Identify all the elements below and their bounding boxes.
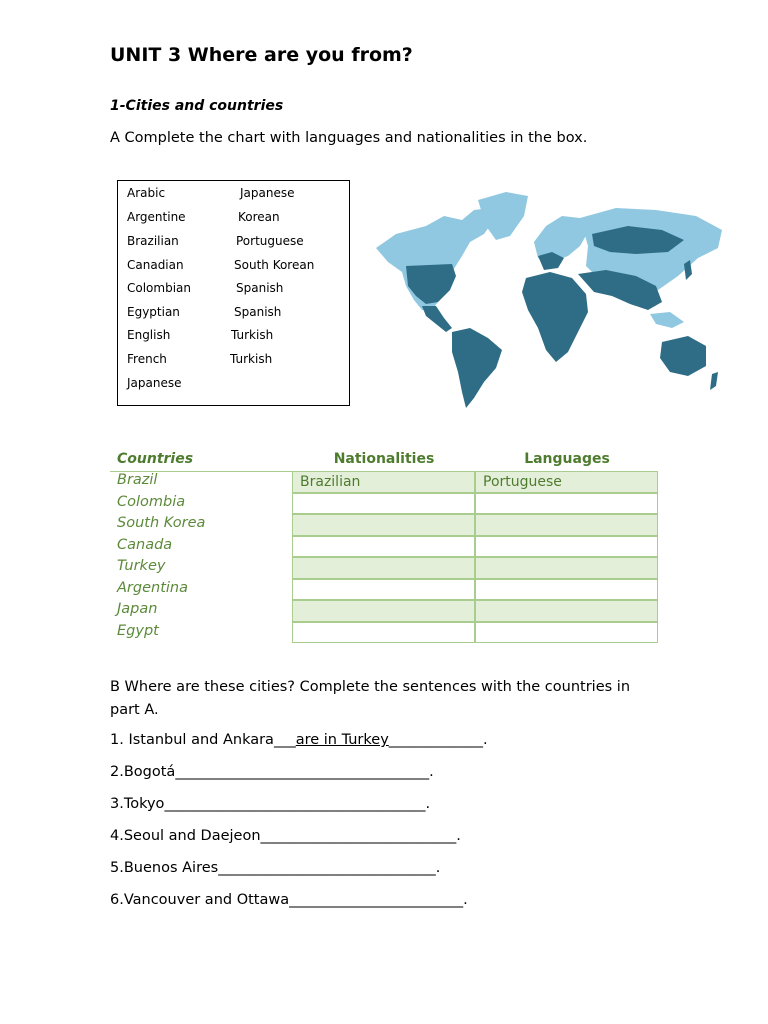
country-cell: South Korea <box>117 515 206 531</box>
word-box-item: Japanese <box>127 376 182 390</box>
sentence-end: . <box>435 860 441 876</box>
nationality-cell[interactable] <box>292 536 475 558</box>
chart-header-nationalities: Nationalities <box>333 451 435 467</box>
sentence-3 <box>110 796 430 812</box>
sentence-end: . <box>463 892 468 908</box>
sentence-1 <box>110 732 488 748</box>
sentence-end: . <box>456 828 461 844</box>
instruction-a: A Complete the chart with languages and nationalities in the box. <box>110 130 588 146</box>
word-box-item: South Korean <box>234 258 315 272</box>
blank-line[interactable]: ___________________________________ <box>175 764 430 780</box>
sentence-prefix: 2.Bogotá <box>110 764 176 780</box>
map-greenland <box>478 192 528 240</box>
sentence-end: . <box>429 764 434 780</box>
sentence-prefix: 3.Tokyo <box>110 796 165 812</box>
blank-line[interactable]: ________________________ <box>289 892 464 908</box>
word-box-item: English <box>127 328 171 342</box>
table-row <box>110 536 658 558</box>
table-row <box>110 579 658 601</box>
nationality-cell[interactable] <box>292 557 475 579</box>
language-cell[interactable]: Portuguese <box>475 471 658 493</box>
blank-line[interactable]: _____________ <box>388 732 484 748</box>
sentence-prefix: 4.Seoul and Daejeon <box>110 828 261 844</box>
sentence-4 <box>110 828 461 844</box>
sentence-6 <box>110 892 468 908</box>
sentence-prefix: 5.Buenos Aires <box>110 860 219 876</box>
word-box-item: Argentine <box>127 210 186 224</box>
sentence-end: . <box>425 796 431 812</box>
instruction-b: B Where are these cities? Complete the sentences with the countries in part A. <box>110 679 631 718</box>
blank-line[interactable]: ___________________________ <box>260 828 457 844</box>
word-box-item: Colombian <box>127 281 191 295</box>
nationality-cell[interactable] <box>292 493 475 515</box>
language-cell[interactable] <box>475 622 658 644</box>
chart-header-countries: Countries <box>117 451 194 467</box>
world-map-image <box>366 186 726 410</box>
word-box-item: Portuguese <box>236 234 304 248</box>
table-row <box>110 557 658 579</box>
table-row <box>110 493 658 515</box>
map-africa <box>522 272 588 362</box>
language-cell[interactable] <box>475 600 658 622</box>
language-cell[interactable] <box>475 579 658 601</box>
nationality-cell[interactable] <box>292 600 475 622</box>
sentence-prefix: 6.Vancouver and Ottawa <box>110 892 290 908</box>
word-box-item: Brazilian <box>127 234 179 248</box>
map-southeast-asia <box>650 312 684 328</box>
nationality-cell[interactable]: Brazilian <box>292 471 475 493</box>
language-cell[interactable] <box>475 514 658 536</box>
sentence-5 <box>110 860 440 876</box>
map-australia <box>660 336 706 376</box>
table-row <box>110 471 658 493</box>
country-cell: Brazil <box>117 472 158 488</box>
chart-header-languages: Languages <box>524 451 610 467</box>
country-cell: Argentina <box>117 579 188 596</box>
language-cell[interactable] <box>475 536 658 558</box>
country-cell: Turkey <box>117 558 166 574</box>
word-box-item: Canadian <box>127 258 184 272</box>
country-cell: Japan <box>117 601 158 617</box>
word-box-item: Japanese <box>240 186 295 200</box>
blank-line: ___ <box>273 732 296 748</box>
country-cell: Colombia <box>117 493 186 510</box>
word-box-item: Korean <box>238 210 280 224</box>
nationality-cell[interactable] <box>292 514 475 536</box>
word-box-item: Egyptian <box>127 305 180 319</box>
language-cell[interactable] <box>475 557 658 579</box>
country-cell: Canada <box>117 536 173 553</box>
word-box <box>117 180 350 406</box>
language-cell[interactable] <box>475 493 658 515</box>
word-box-item: Turkish <box>231 328 274 342</box>
word-box-item: Turkish <box>230 352 273 366</box>
sentence-2 <box>110 764 434 780</box>
nationality-cell[interactable] <box>292 579 475 601</box>
table-row <box>110 514 658 536</box>
table-row <box>110 622 658 644</box>
sentence-end: . <box>483 732 488 748</box>
map-south-america <box>452 328 502 408</box>
sentence-prefix: 1. Istanbul and Ankara <box>110 732 274 748</box>
word-box-item: Spanish <box>234 305 282 319</box>
table-row <box>110 600 658 622</box>
map-central-america <box>422 306 452 332</box>
country-cell: Egypt <box>117 622 159 639</box>
word-box-item: Arabic <box>127 186 166 200</box>
page-title: UNIT 3 Where are you from? <box>110 44 413 66</box>
word-box-item: French <box>127 352 167 366</box>
blank-line[interactable]: ______________________________ <box>218 860 436 876</box>
map-new-zealand <box>710 372 718 390</box>
nationality-cell[interactable] <box>292 622 475 644</box>
blank-line[interactable]: ____________________________________ <box>164 796 426 812</box>
section-heading: 1-Cities and countries <box>110 98 284 114</box>
answer-text[interactable]: are in Turkey <box>295 732 389 748</box>
word-box-item: Spanish <box>236 281 284 295</box>
